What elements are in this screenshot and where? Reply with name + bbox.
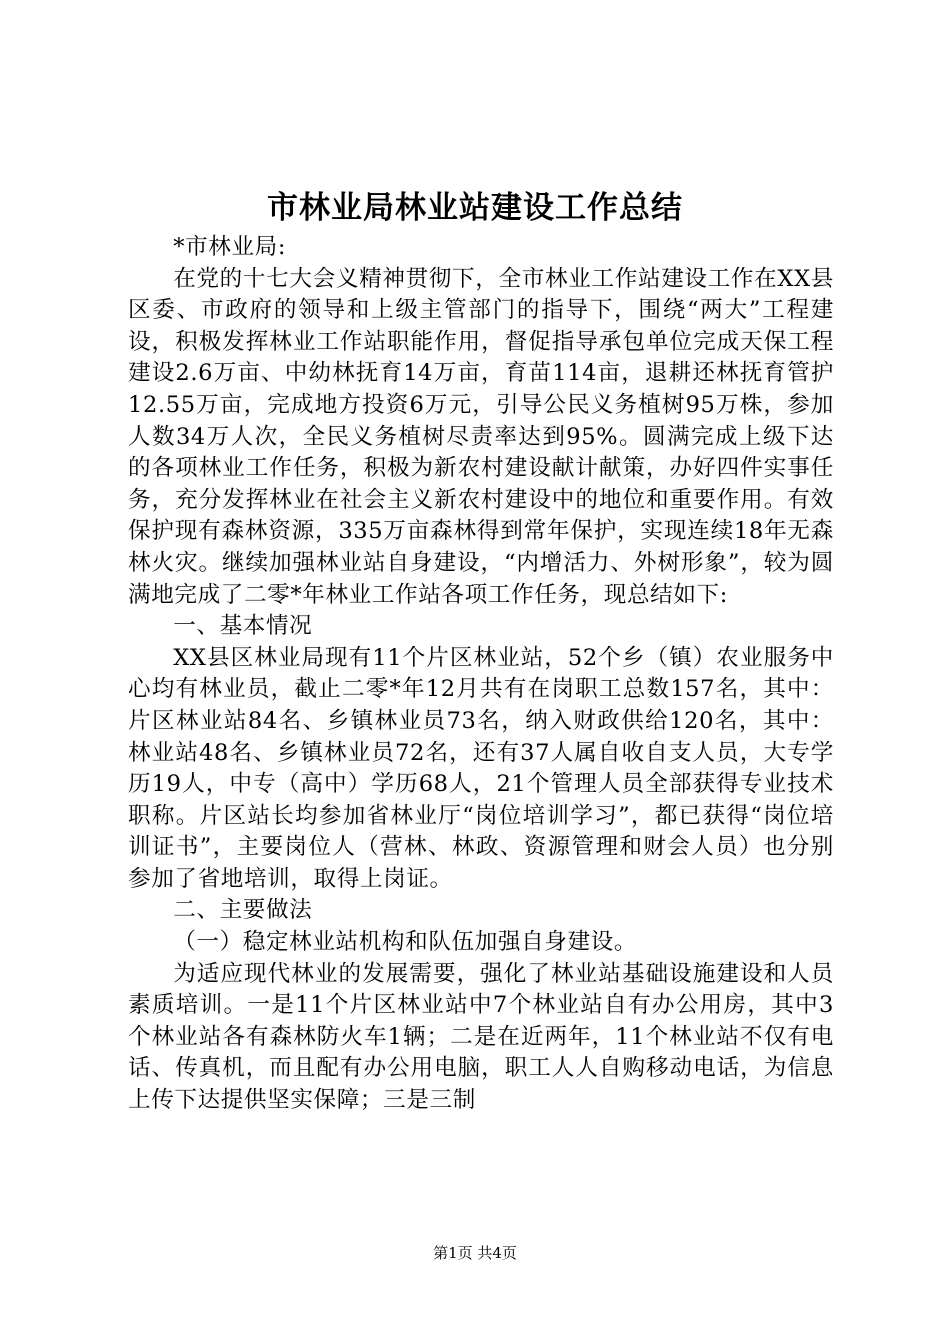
methods-paragraph: 为适应现代林业的发展需要，强化了林业站基础设施建设和人员素质培训。一是11个片区林业站中7个林业站自有办公用房，其中3个林业站各有森林防火车1辆；二是在近两年，11个林业站不仅有电话、传真机，而且配有办公用电脑，职工人人自购移动电话，为信息上传下达提供坚实保障；三是三制 <box>128 960 834 1114</box>
salutation-paragraph: *市林业局: <box>173 234 287 260</box>
intro-paragraph: 在党的十七大会义精神贯彻下，全市林业工作站建设工作在XX县区委、市政府的领导和上级主管部门的指导下，围绕“两大”工程建设，积极发挥林业工作站职能作用，督促指导承包单位完成天保工程建设2.6万亩、中幼林抚育14万亩，育苗114亩，退耕还林抚育管护12.55万亩，完成地方投资6万元，引导公民义务植树95万株，参加人数34万人次，全民义务植树尽责率达到95%。圆满完成上级下达的各项林业工作任务，积极为新农村建设献计献策，办好四件实事任务，充分发挥林业在社会主义新农村建设中的地位和重要作用。有效保护现有森林资源，335万亩森林得到常年保护，实现连续18年无森林火灾。继续加强林业站自身建设，“内增活力、外树形象”，较为圆满地完成了二零*年林业工作站各项工作任务，现总结如下: <box>128 265 834 608</box>
subsection-heading-1: （一）稳定林业站机构和队伍加强自身建设。 <box>173 929 638 956</box>
document-title: 市林业局林业站建设工作总结 <box>267 190 683 226</box>
section-heading-methods: 二、主要做法 <box>173 897 313 924</box>
document-body <box>128 232 834 1117</box>
page-footer: 第1页 共4页 <box>433 1244 517 1262</box>
basic-situation-paragraph: XX县区林业局现有11个片区林业站，52个乡（镇）农业服务中心均有林业员，截止二零*年12月共有在岗职工总数157名，其中：片区林业站84名、乡镇林业员73名，纳入财政供给120名，其中：林业站48名、乡镇林业员72名，还有37人属自收自支人员，大专学历19人，中专（高中）学历68人，21个管理人员全部获得专业技术职称。片区站长均参加省林业厅“岗位培训学习”，都已获得“岗位培训证书”，主要岗位人（营林、林政、资源管理和财会人员）也分别参加了省地培训，取得上岗证。 <box>128 644 834 892</box>
section-heading-basic: 一、基本情况 <box>173 613 313 640</box>
